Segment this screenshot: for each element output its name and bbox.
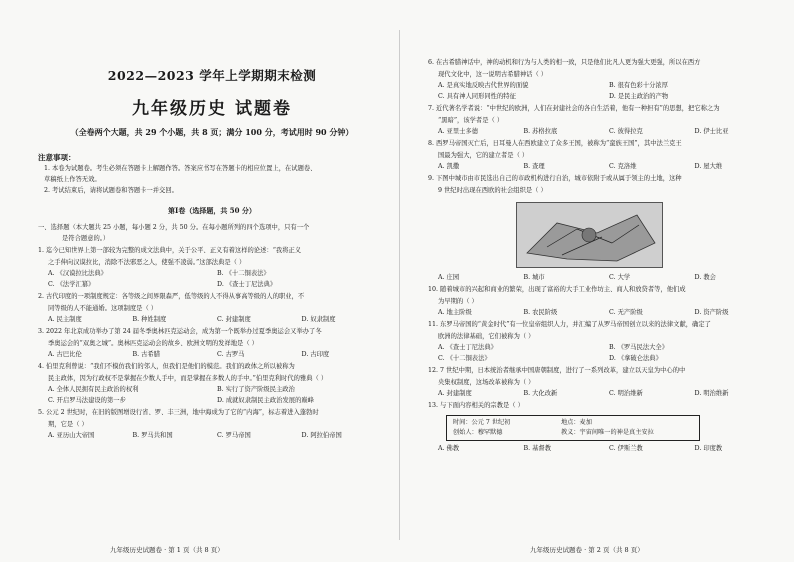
question-line: 6. 在古希腊神话中，神的动机和行为与人类的相一致，只是他们比凡人更为强大更强，所以在西方 — [428, 59, 701, 66]
option: A. 地主阶级 — [438, 309, 472, 316]
question-line: 国最为强大，它的建立者是（ ） — [438, 152, 529, 159]
exam-meta: （全卷两个大题，共 29 个小题，共 8 页；满分 100 分，考试用时 90 分钟） — [70, 127, 354, 137]
question-line: 现代文化中，这一说明古希腊神话（ ） — [438, 71, 548, 78]
question-options — [48, 430, 386, 441]
question-line: 之手伸向汉谟拉比，消除不法邪恶之人，使强不凌弱。”这部法典是（ ） — [48, 259, 246, 266]
option: C. 克洛维 — [609, 163, 637, 170]
option: B. 查理 — [523, 163, 545, 170]
question-line: 12. 7 世纪中期，日本统治者继承中国唐朝制度，进行了一系列改革，建立以天皇为中心的中 — [428, 367, 686, 374]
question-line: 9 世纪时出现在西欧的社会组织是（ ） — [438, 187, 547, 194]
option: D. 《拿破仑法典》 — [609, 355, 662, 362]
question-line: 4. 伯里克利曾说：“我们不模仿我们的邻人，但我们是他们的模范。我们的政体之所以被称为 — [38, 363, 295, 370]
question-line: 央集权制度，这场改革被称为（ ） — [438, 379, 535, 386]
question-options — [438, 342, 780, 364]
option: D. 古印度 — [301, 351, 330, 358]
question-line: 民主政体，因为行政权不是掌握在少数人手中，而是掌握在多数人的手中。”伯里克利时代的雅典（ ） — [48, 375, 328, 382]
q13-options — [438, 443, 780, 454]
exam-title-year: 2022—2023 学年上学期期末检测 — [107, 68, 317, 83]
right-question-list — [428, 57, 780, 399]
question-options — [48, 268, 386, 290]
option: B. 种姓制度 — [132, 316, 167, 323]
left-question-list — [38, 245, 386, 441]
option: A. 凯撒 — [438, 163, 460, 170]
option: A. 亚里士多德 — [438, 128, 479, 135]
option: D. 《查士丁尼法典》 — [217, 281, 277, 288]
question-options — [438, 161, 780, 172]
infobox-cell: 地点：麦加 — [561, 419, 592, 426]
question-line: 2. 古代印度的一项制度规定：各等级之间界限森严，低等级的人不得从事高等级的人的职业，不 — [38, 293, 305, 300]
question-line: 8. 西罗马帝国灭亡后，日耳曼人在西欧建立了众多王国，被称为“蛮族王国”，其中法兰克王 — [428, 140, 682, 147]
footer-left: 九年级历史试题卷 · 第 1 页（共 8 页） — [110, 546, 224, 554]
question-line: 9. 下图中城市由市民选出自己的市政机构进行自治，城市依附于或从属于领主的土地，这种 — [428, 175, 682, 182]
option: C. 古罗马 — [217, 351, 245, 358]
option: C. 封建制度 — [217, 316, 251, 323]
option: D. 屋大维 — [694, 163, 723, 170]
option: B. 《十二铜表法》 — [217, 270, 270, 277]
option: D. 是民主政治的产物 — [609, 93, 669, 100]
option: B. 古希腊 — [132, 351, 161, 358]
option: C. 开启罗马法建设的第一步 — [48, 397, 126, 404]
option: A. 庄园 — [438, 274, 460, 281]
question-13: 13. 与下面内容相关的宗教是（ ） — [428, 402, 524, 409]
option: D. 教会 — [694, 274, 716, 281]
question-line: 3. 2022 年北京成功举办了第 24 届冬季奥林匹克运动会，成为第一个既举办过夏季奥运会又举办了冬 — [38, 328, 322, 335]
question-options — [438, 272, 780, 283]
question-line: 季奥运会的“双奥之城”。奥林匹克运动会的故乡、欧洲文明的发祥地是（ ） — [48, 340, 258, 347]
question-options — [438, 80, 780, 102]
question-options — [438, 307, 780, 318]
option: A. 《查士丁尼法典》 — [438, 344, 497, 351]
question-line: “黑暗”，该学者是（ ） — [438, 117, 504, 124]
option: B. 城市 — [523, 274, 545, 281]
option: C. 大学 — [609, 274, 631, 281]
option: A. 古巴比伦 — [48, 351, 82, 358]
page-right — [400, 0, 794, 562]
option: C. 无产阶级 — [609, 309, 643, 316]
part1-heading: 第Ⅰ卷（选择题，共 50 分） — [168, 206, 256, 215]
question-line: 5. 公元 2 世纪时，在旧的版图增设行省、罗、丰三洲，地中海成为了它的“内海”，标志着进入蓬勃时 — [38, 409, 319, 416]
question-options — [48, 314, 386, 325]
question-line: 欧洲的法律基础，它们被称为（ ） — [438, 333, 535, 340]
question-line: 1. 迄今已知世界上第一部较为完整的成文法典中，关于公平、正义有着这样的论述：“我将正义 — [38, 247, 302, 254]
option: A. 封建制度 — [438, 390, 472, 397]
option: D. 伊士比亚 — [694, 128, 729, 135]
option: B. 罗马共和国 — [132, 432, 173, 439]
option: B. 很有色彩十分浓厚 — [609, 82, 669, 89]
option: C. 彼得拉克 — [609, 128, 643, 135]
option: A. 亚历山大帝国 — [48, 432, 95, 439]
option: C. 具有神人同形同性的特征 — [438, 93, 516, 100]
footer-right: 九年级历史试题卷 · 第 2 页（共 8 页） — [530, 546, 644, 554]
notes-heading: 注意事项： — [38, 153, 76, 162]
option: C. 罗马帝国 — [217, 432, 251, 439]
option: B. 实行了资产阶级民主政治 — [217, 386, 295, 393]
option: C. 伊斯兰教 — [609, 445, 643, 452]
option: A. 佛教 — [438, 445, 460, 452]
part1-intro: 一、选择题（本大题共 25 小题，每小题 2 分，共 50 分。在每小题所列的四个选项中，只有一个 — [38, 224, 310, 231]
option: A. 民主制度 — [48, 316, 82, 323]
option: B. 基督教 — [523, 445, 552, 452]
option: B. 大化改新 — [523, 390, 558, 397]
option: B. 苏格拉底 — [523, 128, 558, 135]
option: D. 奴隶制度 — [301, 316, 336, 323]
option: A. 全体人民拥有民主政治的权利 — [48, 386, 139, 393]
q13-infobox — [446, 415, 700, 441]
exam-title-main: 九年级历史 试题卷 — [132, 99, 292, 119]
question-line: 7. 近代著名学者说：“中世纪的欧洲，人们在封建社会的各自生活着，他有一种担有”的思想，把它称之为 — [428, 105, 720, 112]
infobox-row — [453, 428, 693, 438]
medieval-city-illustration — [516, 202, 663, 268]
option: D. 明治维新 — [694, 390, 729, 397]
infobox-cell: 时间：公元 7 世纪初 — [453, 419, 511, 426]
option: B. 农民阶级 — [523, 309, 558, 316]
question-options — [48, 349, 386, 360]
question-options — [438, 126, 780, 137]
option: C. 《法学汇纂》 — [48, 281, 95, 288]
option: A. 是真实地反映古代世界的面貌 — [438, 82, 529, 89]
question-line: 10. 随着城市的兴起和商业的繁荣，出现了富裕的大手工业作坊主、商人和放贷者等，他们成 — [428, 286, 686, 293]
note-line: 1. 本卷为试题卷。考生必须在答题卡上解题作答。答案应书写在答题卡的相应位置上，在试题卷、 — [44, 165, 317, 172]
option: C. 《十二铜表法》 — [438, 355, 491, 362]
question-options — [48, 384, 386, 406]
option: D. 资产阶级 — [694, 309, 729, 316]
option: D. 印度教 — [694, 445, 723, 452]
question-line: 11. 东罗马帝国的“黄金时代”有一位皇帝组织人力，并汇编了从罗马帝国创立以来的法律文献，确定了 — [428, 321, 711, 328]
option: C. 明治维新 — [609, 390, 643, 397]
infobox-row — [453, 418, 693, 428]
question-line: 同等级的人不能通婚。这项制度是（ ） — [48, 305, 158, 312]
option: B. 《罗马民法大全》 — [609, 344, 669, 351]
note-line: 2. 考试结束后，请将试题卷和答题卡一并交回。 — [44, 187, 178, 194]
note-line: 草稿纸上作答无效。 — [44, 176, 101, 183]
infobox-cell: 教义：宇宙间唯一的神是真主安拉 — [561, 429, 654, 436]
infobox-cell: 创始人：穆罕默德 — [453, 429, 503, 436]
part1-intro-cont: 是符合题意的。） — [62, 235, 110, 242]
option: A. 《汉谟拉比法典》 — [48, 270, 107, 277]
question-options — [438, 388, 780, 399]
question-line: 期，它是（ ） — [48, 421, 88, 428]
question-line: 为早期的（ ） — [438, 298, 478, 305]
option: D. 阿拉伯帝国 — [301, 432, 342, 439]
option: D. 成就奴隶制民主政治发展的巅峰 — [217, 397, 314, 404]
